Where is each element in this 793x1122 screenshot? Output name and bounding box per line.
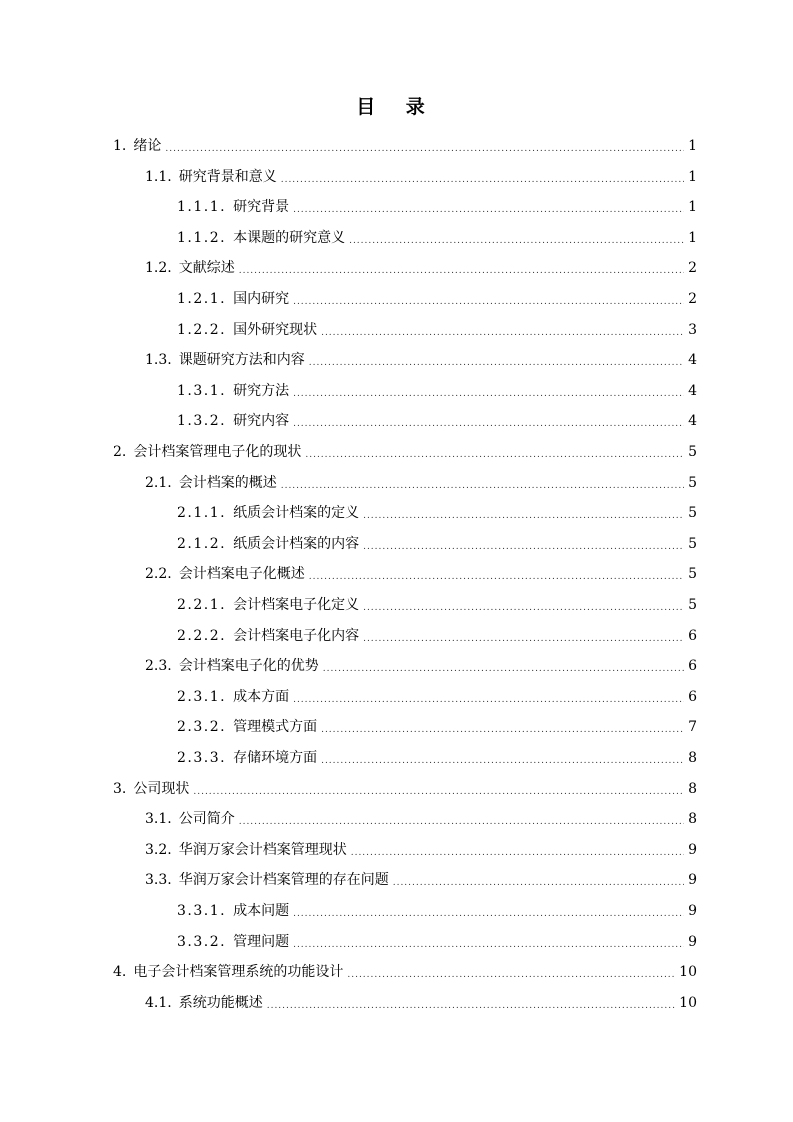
toc-entry[interactable] xyxy=(177,590,697,614)
toc-entry-title: 会计档案的概述 xyxy=(178,474,277,491)
toc-dot-leader xyxy=(349,235,684,247)
toc-entry-number: 1.2.1. xyxy=(177,291,227,307)
toc-page-number: 1 xyxy=(688,138,697,154)
toc-entry[interactable] xyxy=(113,957,697,981)
toc-page-number: 5 xyxy=(688,444,697,460)
toc-entry-title: 会计档案电子化概述 xyxy=(178,566,305,583)
toc-page-number: 5 xyxy=(688,566,697,583)
toc-entry-title: 研究背景 xyxy=(233,199,290,216)
toc-dot-leader xyxy=(393,877,684,889)
toc-entry-title: 研究背景和意义 xyxy=(178,168,277,185)
toc-dot-leader xyxy=(193,786,684,798)
toc-entry-title: 研究内容 xyxy=(233,413,290,430)
toc-page-number: 4 xyxy=(688,382,697,399)
toc-entry[interactable] xyxy=(177,376,697,400)
toc-page-number: 5 xyxy=(688,505,697,522)
toc-page-number: 3 xyxy=(688,321,697,338)
toc-page-number: 8 xyxy=(688,811,697,828)
toc-entry[interactable] xyxy=(177,712,697,736)
toc-entry-number: 1.1.1. xyxy=(177,199,227,216)
toc-page-number: 9 xyxy=(688,933,697,950)
toc-page-number: 5 xyxy=(688,535,697,552)
toc-entry-number: 3.3.1. xyxy=(177,903,227,919)
toc-entry-number: 2.3.2. xyxy=(177,719,227,736)
toc-dot-leader xyxy=(281,480,684,492)
toc-entry-number: 1.3.1. xyxy=(177,382,227,399)
toc-page-number: 9 xyxy=(688,872,697,889)
toc-dot-leader xyxy=(309,357,684,369)
toc-page-number: 5 xyxy=(688,597,697,613)
toc-entry-number: 2.2.2. xyxy=(177,627,227,644)
toc-page-number: 5 xyxy=(688,474,697,491)
toc-page-number: 1 xyxy=(688,199,697,216)
toc-entry[interactable] xyxy=(177,682,697,706)
toc-dot-leader xyxy=(347,969,675,981)
toc-entry-number: 1.1.2. xyxy=(177,229,227,246)
toc-page-number: 7 xyxy=(688,719,697,736)
toc-entry[interactable] xyxy=(145,651,697,675)
toc-entry-title: 会计档案管理电子化的现状 xyxy=(133,444,302,460)
toc-entry-number: 1.2.2. xyxy=(177,321,227,338)
toc-entry-number: 3. xyxy=(113,780,127,797)
toc-entry-number: 3.1. xyxy=(145,811,172,828)
toc-entry-title: 公司现状 xyxy=(133,780,190,797)
toc-entry-title: 公司简介 xyxy=(178,811,235,828)
toc-entry-title: 纸质会计档案的内容 xyxy=(233,535,360,552)
toc-dot-leader xyxy=(321,724,684,736)
toc-dot-leader xyxy=(363,541,684,553)
toc-entry[interactable] xyxy=(145,345,697,369)
toc-entry-title: 成本问题 xyxy=(233,903,290,919)
toc-entry-title: 课题研究方法和内容 xyxy=(178,352,305,369)
toc-entry-number: 2.2. xyxy=(145,566,172,583)
toc-page-number: 9 xyxy=(688,841,697,858)
toc-entry-title: 纸质会计档案的定义 xyxy=(233,505,360,522)
toc-entry-number: 1.3. xyxy=(145,352,172,369)
toc-page-number: 2 xyxy=(688,260,697,277)
toc-entry-number: 3.2. xyxy=(145,841,172,858)
toc-dot-leader xyxy=(321,327,684,339)
toc-dot-leader xyxy=(281,174,684,186)
toc-entry-title: 华润万家会计档案管理的存在问题 xyxy=(178,872,389,889)
toc-entry-number: 2.3.3. xyxy=(177,750,227,766)
toc-entry[interactable] xyxy=(113,131,697,155)
toc-dot-leader xyxy=(293,296,684,308)
toc-page-number: 1 xyxy=(688,229,697,246)
toc-entry[interactable] xyxy=(145,988,697,1012)
toc-entry-title: 研究方法 xyxy=(233,382,290,399)
toc-entry-number: 2.3.1. xyxy=(177,688,227,705)
toc-entry-title: 国内研究 xyxy=(233,291,290,307)
toc-entry[interactable] xyxy=(177,529,697,553)
toc-dot-leader xyxy=(309,571,684,583)
toc-dot-leader xyxy=(363,633,684,645)
toc-dot-leader xyxy=(293,204,684,216)
toc-page-number: 1 xyxy=(688,168,697,185)
toc-dot-leader xyxy=(363,602,684,614)
toc-dot-leader xyxy=(363,510,684,522)
toc-dot-leader xyxy=(321,755,684,767)
toc-entry[interactable] xyxy=(145,468,697,492)
toc-entry-title: 存储环境方面 xyxy=(233,750,318,766)
toc-entry-number: 2.1. xyxy=(145,474,172,491)
toc-dot-leader xyxy=(323,663,684,675)
toc-entry[interactable] xyxy=(145,804,697,828)
toc-entry-number: 1.2. xyxy=(145,260,172,277)
toc-entry-number: 1. xyxy=(113,138,127,154)
toc-entry[interactable] xyxy=(177,315,697,339)
toc-entry-number: 1.3.2. xyxy=(177,413,227,430)
toc-entry-title: 电子会计档案管理系统的功能设计 xyxy=(133,964,344,981)
toc-entry[interactable] xyxy=(113,437,697,461)
toc-entry-title: 会计档案电子化定义 xyxy=(233,597,360,613)
toc-page-number: 2 xyxy=(688,291,697,307)
toc-page-number: 6 xyxy=(688,627,697,644)
toc-entry-title: 国外研究现状 xyxy=(233,321,318,338)
toc-entry-number: 2. xyxy=(113,444,127,460)
toc-entry[interactable] xyxy=(177,406,697,430)
toc-entry[interactable] xyxy=(177,743,697,767)
toc-page-number: 6 xyxy=(688,688,697,705)
toc-entry[interactable] xyxy=(145,253,697,277)
toc-entry-title: 会计档案电子化的优势 xyxy=(178,658,319,675)
toc-entry[interactable] xyxy=(113,774,697,798)
toc-entry-number: 1.1. xyxy=(145,168,172,185)
toc-page-number: 8 xyxy=(688,780,697,797)
toc-entry-title: 管理问题 xyxy=(233,933,290,950)
toc-entry-number: 2.1.2. xyxy=(177,535,227,552)
toc-dot-leader xyxy=(293,418,684,430)
toc-entry[interactable] xyxy=(177,927,697,951)
toc-dot-leader xyxy=(239,265,684,277)
toc-entry-number: 4.1. xyxy=(145,994,172,1011)
toc-dot-leader xyxy=(293,694,684,706)
toc-entry-title: 管理模式方面 xyxy=(233,719,318,736)
toc-dot-leader xyxy=(293,908,684,920)
toc-page-number: 8 xyxy=(688,750,697,766)
toc-page-number: 10 xyxy=(679,994,697,1011)
toc-dot-leader xyxy=(165,143,684,155)
toc-entry[interactable] xyxy=(145,559,697,583)
toc-entry-title: 本课题的研究意义 xyxy=(233,229,346,246)
toc-entry[interactable] xyxy=(177,223,697,247)
toc-dot-leader xyxy=(267,1000,675,1012)
toc-entry[interactable] xyxy=(177,192,697,216)
toc-entry-title: 文献综述 xyxy=(178,260,235,277)
toc-entry-number: 2.2.1. xyxy=(177,597,227,613)
toc-page-number: 10 xyxy=(679,964,697,981)
toc-entry-number: 3.3.2. xyxy=(177,933,227,950)
toc-dot-leader xyxy=(239,816,684,828)
toc-page-number: 6 xyxy=(688,658,697,675)
toc-entry[interactable] xyxy=(177,284,697,308)
toc-entry-number: 4. xyxy=(113,964,127,981)
toc-dot-leader xyxy=(293,939,684,951)
toc-entry[interactable] xyxy=(177,621,697,645)
toc-dot-leader xyxy=(305,449,684,461)
toc-entry-number: 2.1.1. xyxy=(177,505,227,522)
toc-entry[interactable] xyxy=(145,835,697,859)
toc-title: 目 录 xyxy=(356,96,437,118)
toc-page-number: 9 xyxy=(688,903,697,919)
toc-page-number: 4 xyxy=(688,352,697,369)
toc-entry[interactable] xyxy=(145,162,697,186)
toc-entry-title: 成本方面 xyxy=(233,688,290,705)
toc-dot-leader xyxy=(293,388,684,400)
toc-entry-title: 系统功能概述 xyxy=(178,994,263,1011)
toc-dot-leader xyxy=(351,847,684,859)
toc-entry-number: 3.3. xyxy=(145,872,172,889)
toc-entry-title: 华润万家会计档案管理现状 xyxy=(178,841,347,858)
toc-entry[interactable] xyxy=(145,865,697,889)
toc-entry[interactable] xyxy=(177,896,697,920)
toc-entry[interactable] xyxy=(177,498,697,522)
toc-page-number: 4 xyxy=(688,413,697,430)
toc-entry-number: 2.3. xyxy=(145,658,172,675)
toc-entry-title: 绪论 xyxy=(133,138,162,154)
toc-entry-title: 会计档案电子化内容 xyxy=(233,627,360,644)
